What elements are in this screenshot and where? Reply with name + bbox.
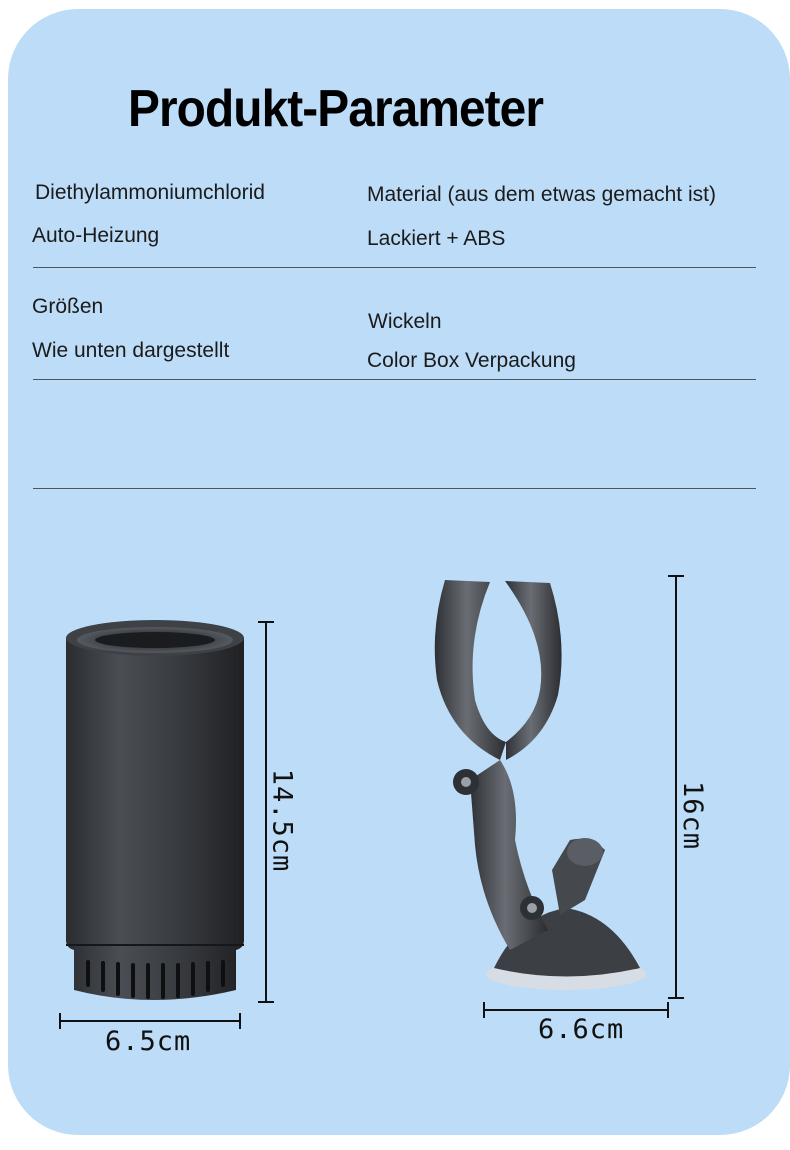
param-label-material: Material (aus dem etwas gemacht ist) <box>367 183 716 206</box>
param-label-packing: Wickeln <box>368 310 442 333</box>
param-value-packing: Color Box Verpackung <box>367 349 576 372</box>
car-heater-image <box>66 620 244 1000</box>
mount-height-label: 16cm <box>677 780 709 851</box>
param-value-type: Auto-Heizung <box>32 224 160 247</box>
cup-holder-mount-image <box>435 580 646 990</box>
page-title: Produkt-Parameter <box>128 80 544 138</box>
heater-height-label: 14.5cm <box>266 768 298 873</box>
param-label-size: Größen <box>32 295 104 318</box>
param-label-type: Diethylammoniumchlorid <box>35 181 265 204</box>
heater-width-label: 6.5cm <box>105 1026 192 1057</box>
param-value-material: Lackiert + ABS <box>367 227 506 250</box>
param-value-size: Wie unten dargestellt <box>32 339 230 362</box>
mount-width-label: 6.6cm <box>538 1014 625 1045</box>
